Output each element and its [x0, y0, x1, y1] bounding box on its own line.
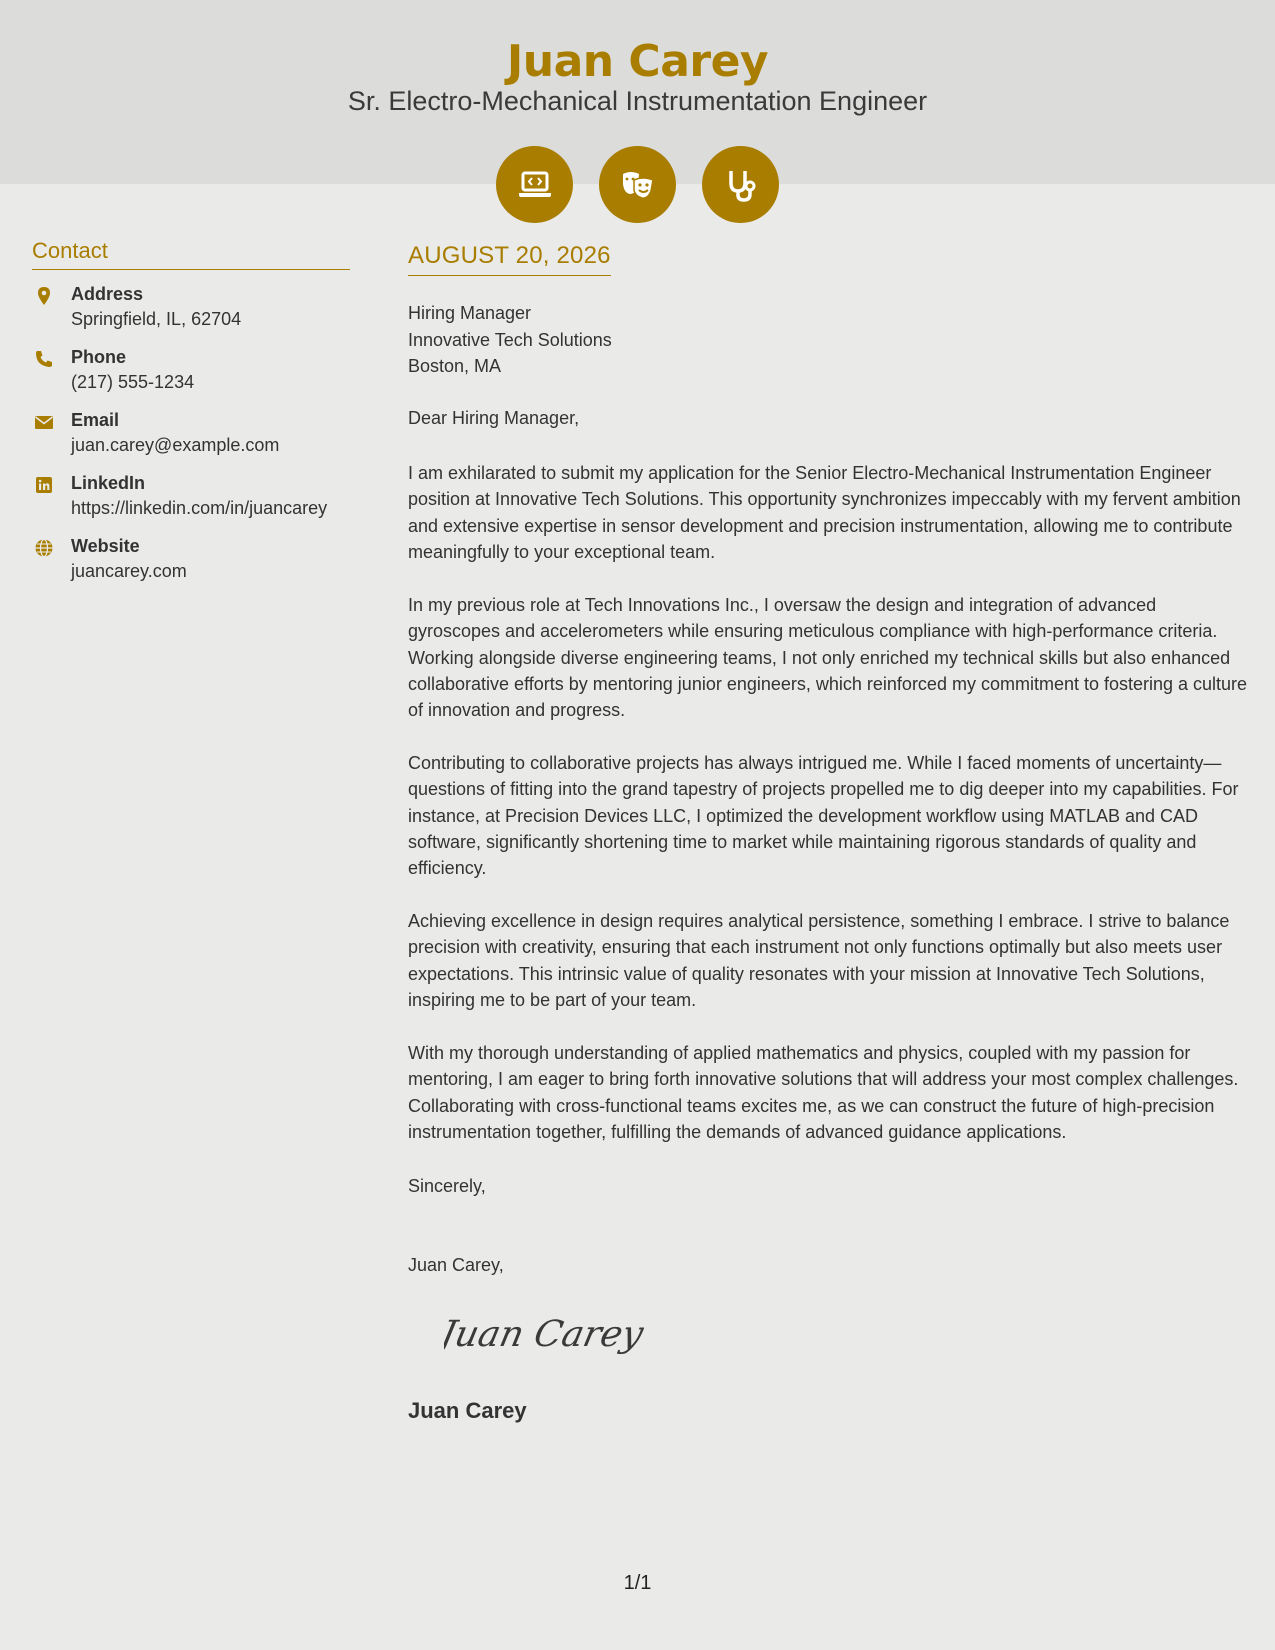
- laptop-code-icon: [496, 146, 573, 223]
- body-paragraph: Contributing to collaborative projects has always intrigued me. While I faced moments of uncertainty—questions of fitting into the grand tapestry of projects propelled me to dig deeper into my capabilities. For instance, at Precision Devices LLC, I optimized the development workflow using MATLAB and CAD software, significantly shortening time to market while maintaining rigorous standards of quality and efficiency.: [408, 753, 1239, 879]
- closing: Sincerely,: [408, 1176, 486, 1196]
- email-link[interactable]: juan.carey@example.com: [71, 435, 280, 455]
- letter-date: AUGUST 20, 2026: [408, 242, 611, 276]
- envelope-icon: [34, 412, 54, 432]
- page-number: 1/1: [623, 1572, 652, 1594]
- linkedin-icon: [34, 475, 54, 495]
- body-paragraph: With my thorough understanding of applied mathematics and physics, coupled with my passion for mentoring, I am eager to bring forth innovative solutions that will address your most complex challenges. Collaborating with cross-functional teams excites me, as we can construct the future of high-precision instrumentation together, fulfilling the demands of advanced guidance applications.: [408, 1043, 1239, 1142]
- theater-masks-icon: [599, 146, 676, 223]
- contact-heading: Contact: [32, 238, 350, 270]
- globe-icon: [34, 538, 54, 558]
- body-paragraph: I am exhilarated to submit my application for the Senior Electro-Mechanical Instrumentation Engineer position at Innovative Tech Solutions. This opportunity synchronizes impeccably with my fervent ambition and extensive expertise in sensor development and precision instrumentation, allowing me to contribute meaningfully to your exceptional team.: [408, 463, 1241, 562]
- applicant-name: Juan Carey: [506, 36, 769, 87]
- contact-label: Website: [71, 536, 140, 556]
- stethoscope-icon: [702, 146, 779, 223]
- linkedin-link[interactable]: https://linkedin.com/in/juancarey: [71, 498, 328, 518]
- header-icons: [496, 146, 779, 224]
- contact-label: Email: [71, 410, 120, 430]
- recipient-line: Hiring Manager: [408, 303, 532, 323]
- contact-value: Springfield, IL, 62704: [71, 309, 242, 329]
- signature-text: Juan Carey: [444, 1312, 644, 1355]
- printed-name: Juan Carey: [408, 1398, 527, 1423]
- body-paragraph: Achieving excellence in design requires analytical persistence, something I embrace. I strive to balance precision with creativity, ensuring that each instrument not only functions optimally but also meets user expectations. This intrinsic value of quality resonates with your mission at Innovative Tech Solutions, inspiring me to be part of your team.: [408, 911, 1230, 1010]
- contact-label: Address: [71, 284, 144, 304]
- recipient-line: Boston, MA: [408, 356, 502, 376]
- map-marker-icon: [34, 286, 54, 306]
- job-title: Sr. Electro-Mechanical Instrumentation Engineer: [347, 86, 928, 116]
- contact-label: Phone: [71, 347, 127, 367]
- handwritten-signature: [444, 1302, 644, 1362]
- recipient-block: [408, 300, 612, 380]
- body-paragraph: In my previous role at Tech Innovations Inc., I oversaw the design and integration of advanced gyroscopes and accelerometers while ensuring meticulous compliance with high-performance criteria. Working alongside diverse engineering teams, I not only enriched my technical skills but also enhanced collaborative efforts by mentoring junior engineers, which reinforced my commitment to fostering a culture of innovation and progress.: [408, 595, 1248, 721]
- contact-value: (217) 555-1234: [71, 372, 195, 392]
- sign-off-name: Juan Carey,: [408, 1255, 504, 1275]
- recipient-line: Innovative Tech Solutions: [408, 329, 612, 350]
- salutation: Dear Hiring Manager,: [408, 408, 580, 428]
- website-link[interactable]: juancarey.com: [71, 561, 187, 581]
- contact-label: LinkedIn: [71, 473, 146, 493]
- phone-icon: [34, 349, 54, 369]
